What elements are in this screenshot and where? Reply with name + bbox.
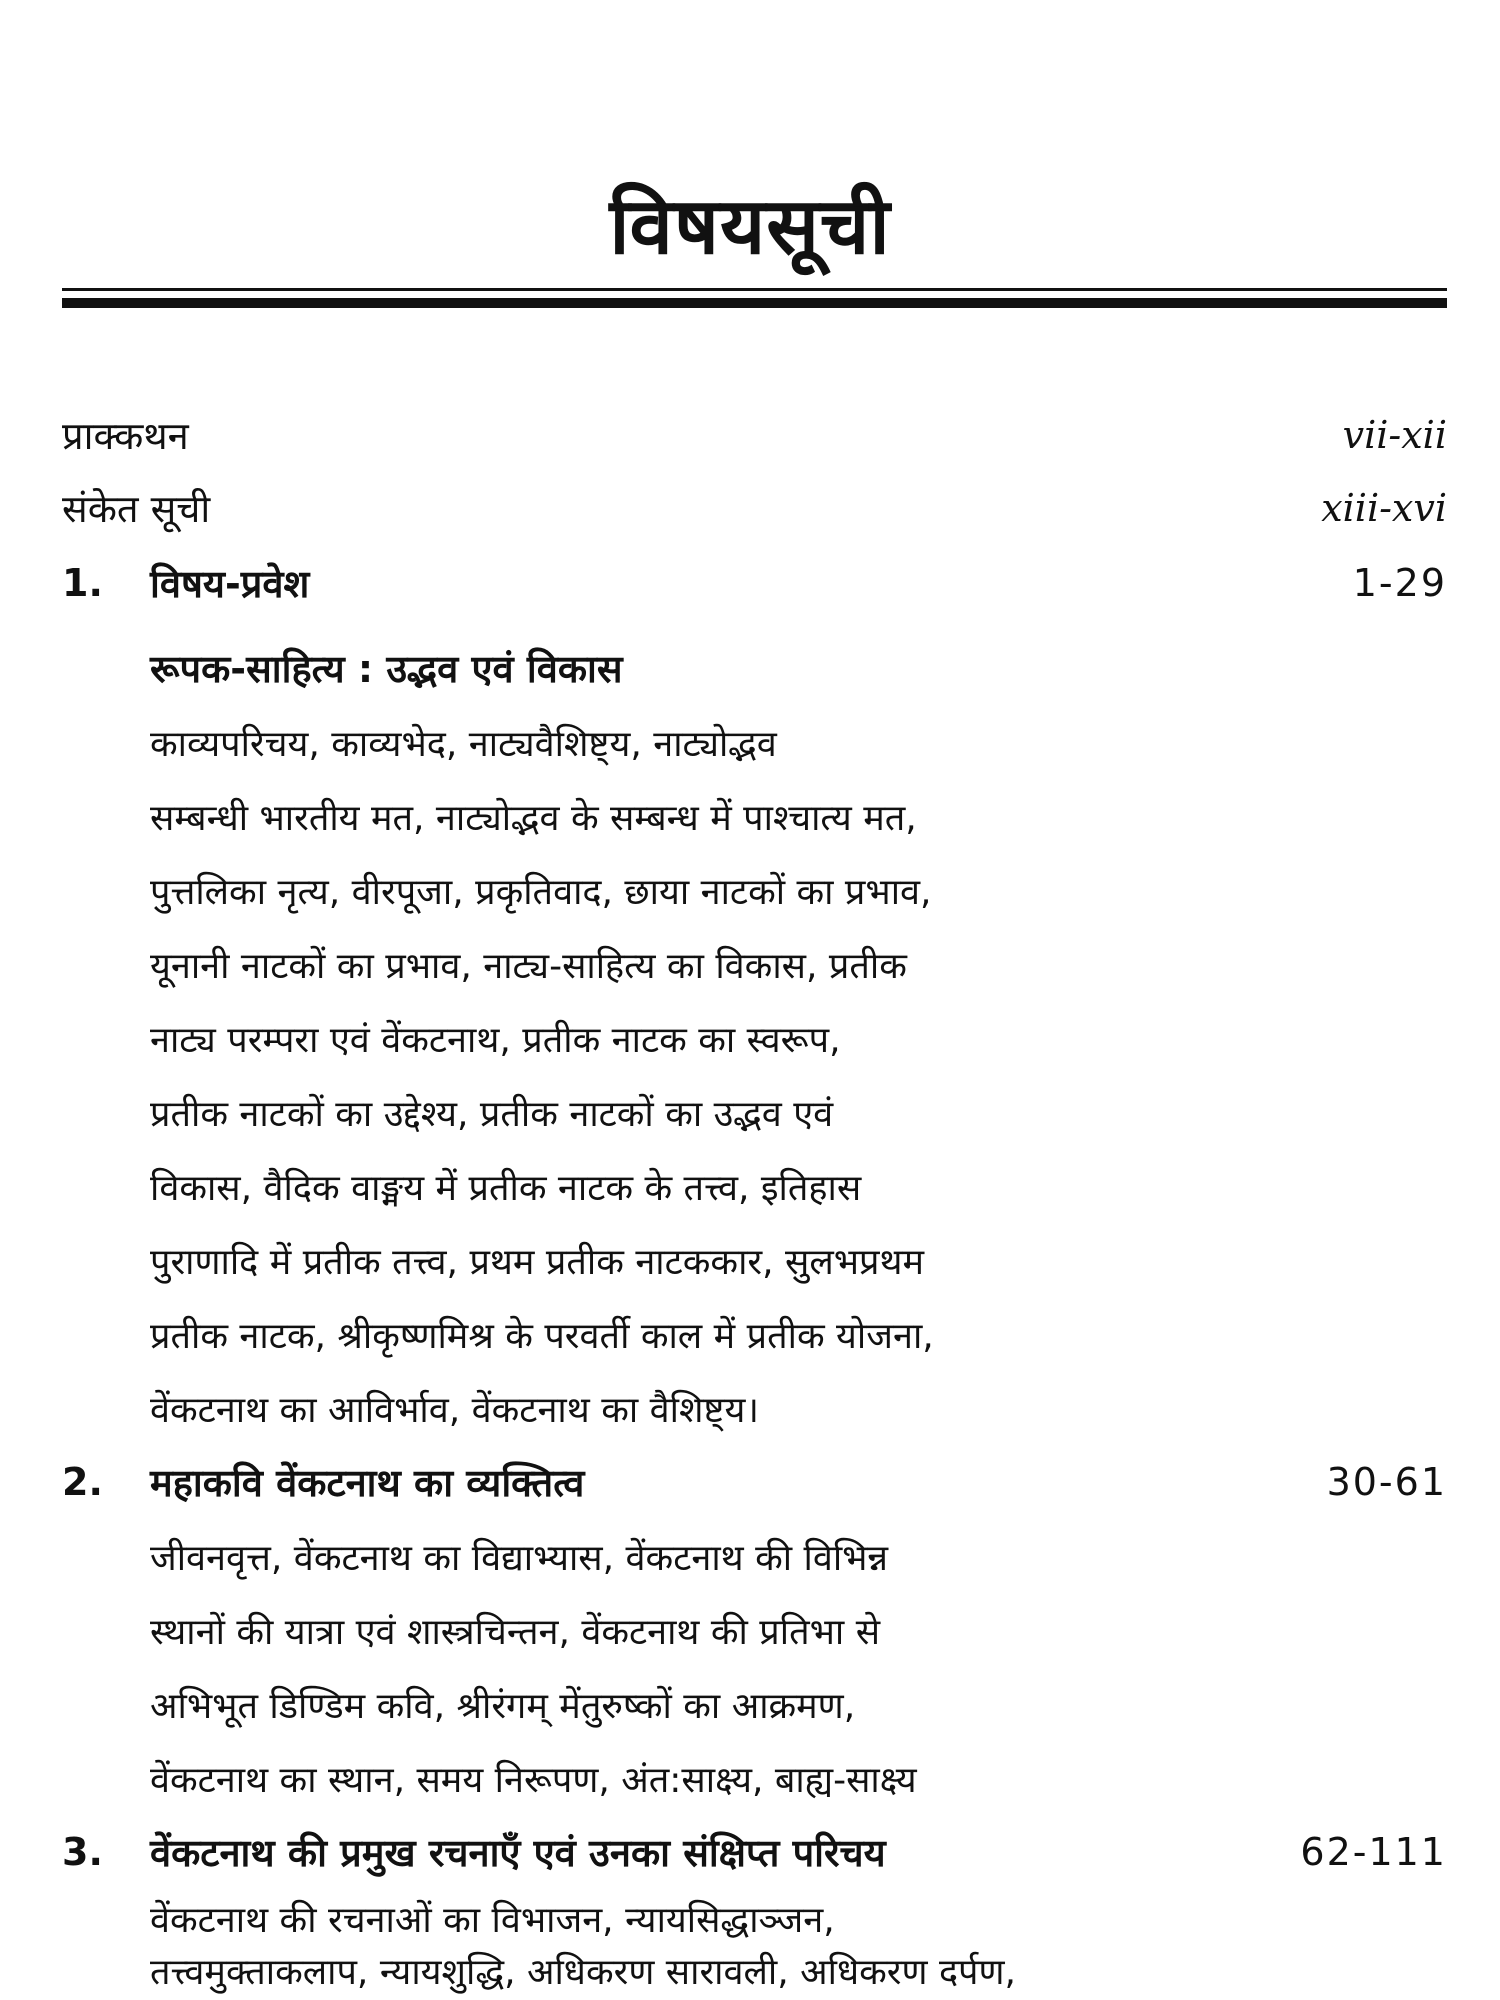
chapter-1-line: सम्बन्धी भारतीय मत, नाट्योद्भव के सम्बन्ध में पाश्चात्य मत, — [150, 798, 917, 839]
title-rule-thin — [62, 288, 1447, 291]
chapter-1-subheading: रूपक-साहित्य : उद्भव एवं विकास — [150, 647, 623, 691]
title-rule-thick — [62, 298, 1447, 308]
chapter-number: 3. — [62, 1830, 103, 1874]
chapter-1-line: काव्यपरिचय, काव्यभेद, नाट्यवैशिष्ट्य, नाट्योद्भव — [150, 724, 777, 765]
entry-label: प्राक्कथन — [62, 414, 189, 458]
chapter-title: वेंकटनाथ की प्रमुख रचनाएँ एवं उनका संक्षिप्त परिचय — [150, 1831, 886, 1875]
chapter-title: महाकवि वेंकटनाथ का व्यक्तित्व — [150, 1461, 585, 1505]
entry-pages: xiii-xvi — [1321, 486, 1447, 530]
chapter-title: विषय-प्रवेश — [150, 562, 310, 606]
toc-entry-abbreviations — [62, 478, 1447, 538]
chapter-number: 1. — [62, 561, 103, 605]
chapter-1-line: प्रतीक नाटकों का उद्देश्य, प्रतीक नाटकों का उद्भव एवं — [150, 1094, 834, 1135]
chapter-2-line: वेंकटनाथ का स्थान, समय निरूपण, अंत:साक्ष्य, बाह्य-साक्ष्य — [150, 1760, 917, 1801]
chapter-1-line: प्रतीक नाटक, श्रीकृष्णमिश्र के परवर्ती काल में प्रतीक योजना, — [150, 1316, 934, 1357]
toc-chapter-3 — [62, 1822, 1447, 1882]
entry-pages: vii-xii — [1342, 413, 1447, 457]
chapter-pages: 30-61 — [1326, 1460, 1447, 1504]
chapter-3-line: तत्त्वमुक्ताकलाप, न्यायशुद्धि, अधिकरण सारावली, अधिकरण दर्पण, — [150, 1952, 1016, 1993]
chapter-2-line: जीवनवृत्त, वेंकटनाथ का विद्याभ्यास, वेंकटनाथ की विभिन्न — [150, 1538, 888, 1579]
chapter-pages: 62-111 — [1300, 1830, 1447, 1874]
chapter-1-line: पुराणादि में प्रतीक तत्त्व, प्रथम प्रतीक नाटककार, सुलभप्रथम — [150, 1242, 925, 1283]
toc-chapter-1 — [62, 553, 1447, 613]
toc-chapter-2 — [62, 1452, 1447, 1512]
chapter-1-line: वेंकटनाथ का आविर्भाव, वेंकटनाथ का वैशिष्ट्य। — [150, 1390, 759, 1431]
chapter-2-line: अभिभूत डिण्डिम कवि, श्रीरंगम् मेंतुरुष्कों का आक्रमण, — [150, 1686, 856, 1727]
chapter-pages: 1-29 — [1352, 561, 1447, 605]
chapter-1-line: विकास, वैदिक वाङ्मय में प्रतीक नाटक के तत्त्व, इतिहास — [150, 1168, 862, 1209]
page-title: विषयसूची — [609, 182, 891, 272]
toc-entry-preface — [62, 405, 1447, 465]
entry-label: संकेत सूची — [62, 487, 211, 531]
chapter-1-line: यूनानी नाटकों का प्रभाव, नाट्य-साहित्य का विकास, प्रतीक — [150, 946, 907, 987]
chapter-2-line: स्थानों की यात्रा एवं शास्त्रचिन्तन, वेंकटनाथ की प्रतिभा से — [150, 1612, 881, 1653]
chapter-1-line: नाट्य परम्परा एवं वेंकटनाथ, प्रतीक नाटक का स्वरूप, — [150, 1020, 841, 1061]
chapter-3-line: वेंकटनाथ की रचनाओं का विभाजन, न्यायसिद्धाञ्जन, — [150, 1900, 835, 1941]
chapter-number: 2. — [62, 1460, 103, 1504]
chapter-1-line: पुत्तलिका नृत्य, वीरपूजा, प्रकृतिवाद, छाया नाटकों का प्रभाव, — [150, 872, 932, 913]
